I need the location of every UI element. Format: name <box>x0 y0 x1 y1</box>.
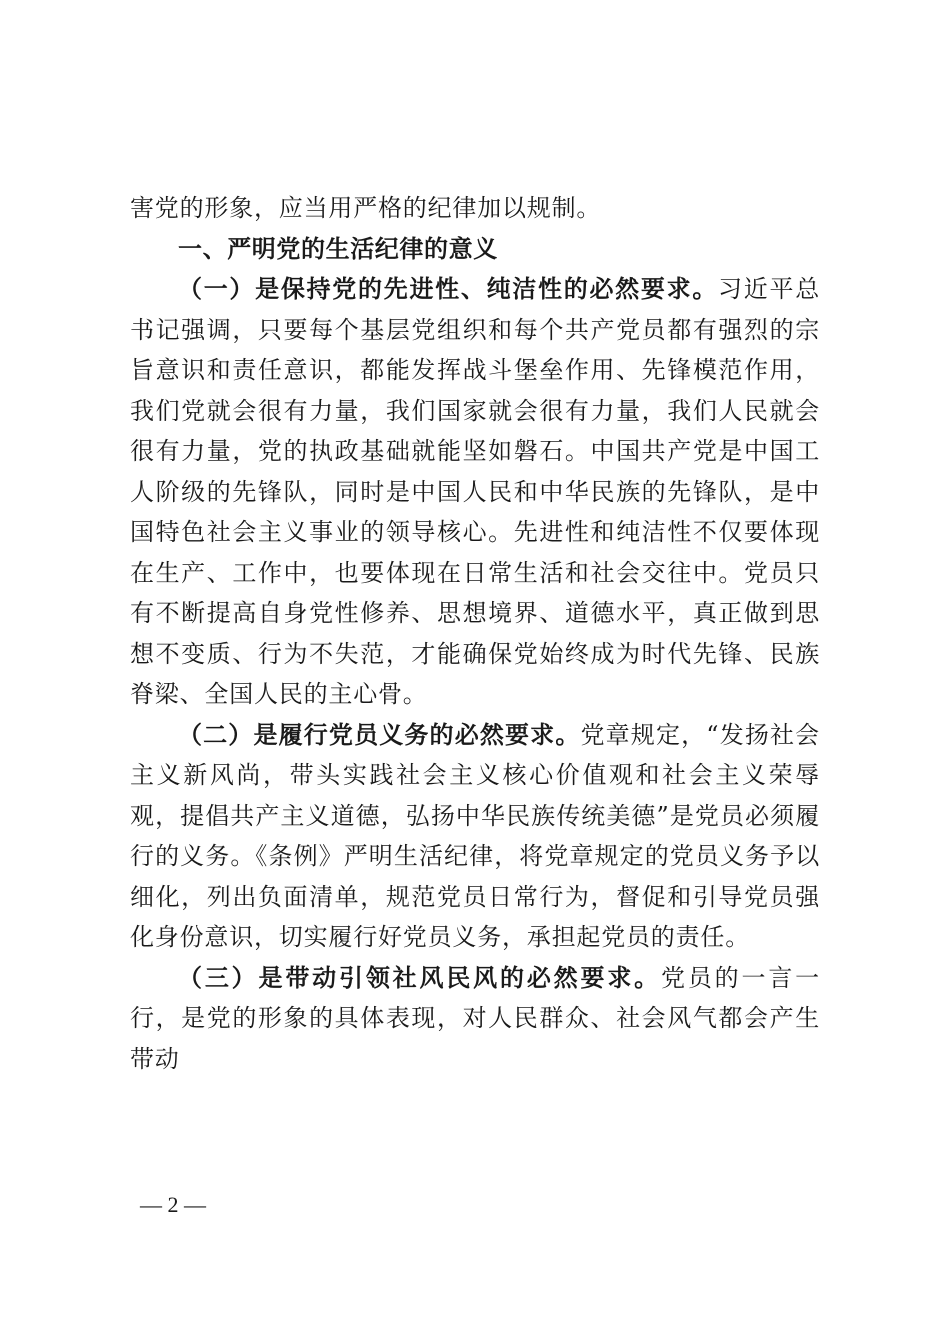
paragraph-1-body: 习近平总书记强调，只要每个基层党组织和每个共产党员都有强烈的宗旨意识和责任意识，都能发挥战斗堡垒作用、先锋模范作用，我们党就会很有力量，我们国家就会很有力量，我们人民就会很有力量，党的执政基础就能坚如磐石。中国共产党是中国工人阶级的先锋队，同时是中国人民和中华民族的先锋队，是中国特色社会主义事业的领导核心。先进性和纯洁性不仅要体现在生产、工作中，也要体现在日常生活和社会交往中。党员只有不断提高自身党性修养、思想境界、道德水平，真正做到思想不变质、行为不失范，才能确保党始终成为时代先锋、民族脊梁、全国人民的主心骨。 <box>130 275 820 708</box>
paragraph-3-lead: （三）是带动引领社风民风的必然要求。 <box>178 962 662 992</box>
paragraph-2 <box>130 715 820 958</box>
continuation-paragraph: 害党的形象，应当用严格的纪律加以规制。 <box>130 194 602 222</box>
document-body <box>130 188 820 1079</box>
paragraph-2-body: 党章规定，“发扬社会主义新风尚，带头实践社会主义核心价值观和社会主义荣辱观，提倡共产主义道德，弘扬中华民族传统美德”是党员必须履行的义务。《条例》严明生活纪律，将党章规定的党员义务予以细化，列出负面清单，规范党员日常行为，督促和引导党员强化身份意识，切实履行好党员义务，承担起党员的责任。 <box>130 720 820 951</box>
paragraph-1-lead: （一）是保持党的先进性、纯洁性的必然要求。 <box>178 274 719 303</box>
paragraph-2-lead: （二）是履行党员义务的必然要求。 <box>178 719 581 749</box>
page-number: — 2 — <box>140 1192 206 1217</box>
section-heading: 一、严明党的生活纪律的意义 <box>178 234 498 263</box>
paragraph-3 <box>130 958 820 1080</box>
paragraph-1 <box>130 269 820 715</box>
paragraph-3-body: 党员的一言一行，是党的形象的具体表现，对人民群众、社会风气都会产生带动 <box>130 963 820 1073</box>
